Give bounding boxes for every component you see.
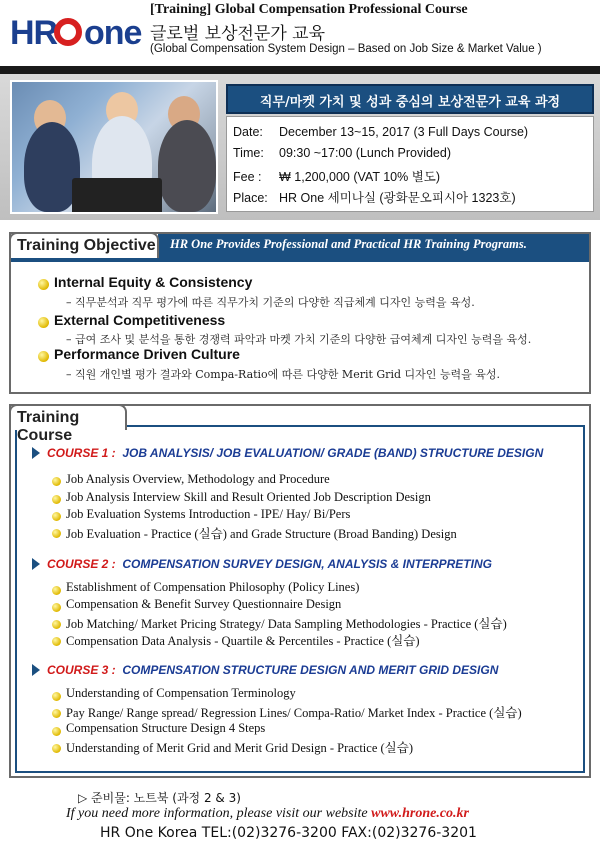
course-heading: COURSE 2 : COMPENSATION SURVEY DESIGN, ANALYSIS & INTERPRETING (47, 557, 492, 571)
course-item: Job Evaluation - Practice (실습) and Grade Structure (Broad Banding) Design (66, 527, 457, 541)
bullet-icon (38, 279, 49, 290)
bullet-icon (52, 620, 61, 629)
course-item: Compensation Structure Design 4 Steps (66, 721, 266, 735)
course-item: Job Evaluation Systems Introduction - IPE/ Hay/ Bi/Pers (66, 507, 351, 521)
hero-banner (226, 84, 594, 114)
course-item: Establishment of Compensation Philosophy (Policy Lines) (66, 580, 360, 594)
objective-item-desc: – 급여 조사 및 분석을 통한 경쟁력 파악과 마켓 가치 기준의 다양한 급여체계 디자인 능력을 육성. (66, 333, 532, 346)
course-item: Understanding of Merit Grid and Merit Grid Design - Practice (실습) (66, 741, 413, 755)
objective-item-title: External Competitiveness (54, 312, 226, 328)
course-item: Job Analysis Interview Skill and Result Oriented Job Description Design (66, 490, 431, 504)
contact-line: HR One Korea TEL:(02)3276-3200 FAX:(02)3276-3201 (100, 825, 477, 841)
course-heading: COURSE 1 : JOB ANALYSIS/ JOB EVALUATION/ GRADE (BAND) STRUCTURE DESIGN (47, 446, 544, 460)
info-time: Time: 09:30 ~17:00 (Lunch Provided) (233, 146, 451, 160)
bullet-icon (52, 709, 61, 718)
course-item: Compensation Data Analysis - Quartile & Percentiles - Practice (실습) (66, 634, 420, 648)
bullet-icon (52, 744, 61, 753)
bullet-icon (52, 692, 61, 701)
logo-text-hr: HR (10, 14, 58, 52)
bullet-icon (38, 351, 49, 362)
course-item: Job Matching/ Market Pricing Strategy/ Data Sampling Methodologies - Practice (실습) (66, 617, 507, 631)
bullet-icon (52, 477, 61, 486)
bullet-icon (52, 603, 61, 612)
course-item: Pay Range/ Range spread/ Regression Lines/ Compa-Ratio/ Market Index - Practice (실습) (66, 706, 522, 720)
arrow-right-icon (32, 664, 40, 676)
bullet-icon (52, 495, 61, 504)
course-korean-title: 글로벌 보상전문가 교육 (150, 24, 326, 44)
event-info-box (226, 116, 594, 212)
course-item: Job Analysis Overview, Methodology and Procedure (66, 472, 330, 486)
bullet-icon (52, 529, 61, 538)
objective-item-desc: – 직원 개인별 평가 결과와 Compa-Ratio에 따른 다양한 Merit Grid 디자인 능력을 육성. (66, 368, 500, 381)
hrone-logo (10, 10, 142, 56)
business-team-photo (10, 80, 218, 214)
course-tab-label: Training Course (17, 409, 80, 444)
header-divider (0, 66, 600, 74)
objective-tab-label: Training Objective (17, 237, 156, 254)
course-category-title: [Training] Global Compensation Professional Course (150, 2, 468, 17)
info-fee: Fee : ₩ 1,200,000 (VAT 10% 별도) (233, 170, 441, 184)
more-info-line: If you need more information, please visit our website www.hrone.co.kr (66, 806, 469, 821)
course-tab (9, 404, 127, 444)
objective-item-desc: – 직무분석과 직무 평가에 따른 직무가치 기준의 다양한 직급체계 디자인 능력을 육성. (66, 296, 475, 309)
bullet-icon (52, 637, 61, 646)
bullet-icon (52, 586, 61, 595)
objective-tab (9, 232, 159, 258)
course-subtitle: (Global Compensation System Design – Based on Job Size & Market Value ) (150, 43, 542, 55)
logo-ring-icon (54, 18, 82, 46)
page-header (0, 0, 600, 66)
laptop-icon (72, 178, 162, 214)
website-link[interactable]: www.hrone.co.kr (371, 806, 469, 821)
logo-text-one: one (84, 14, 142, 52)
course-item: Compensation & Benefit Survey Questionnaire Design (66, 597, 342, 611)
arrow-right-icon (32, 447, 40, 459)
preparation-note: ▷ 준비물: 노트북 (과정 2 & 3) (78, 791, 241, 805)
info-date: Date: December 13~15, 2017 (3 Full Days Course) (233, 125, 529, 139)
bullet-icon (52, 512, 61, 521)
bullet-icon (52, 727, 61, 736)
arrow-right-icon (32, 558, 40, 570)
objective-strip (158, 234, 589, 256)
info-place: Place: HR One 세미나실 (광화문오피시아 1323호) (233, 191, 516, 205)
course-item: Understanding of Compensation Terminology (66, 686, 296, 700)
objective-item-title: Performance Driven Culture (54, 346, 240, 362)
bullet-icon (38, 317, 49, 328)
objective-item-title: Internal Equity & Consistency (54, 274, 253, 290)
course-heading: COURSE 3 : COMPENSATION STRUCTURE DESIGN AND MERIT GRID DESIGN (47, 663, 499, 677)
hero-banner-text: 직무/마켓 가치 및 성과 중심의 보상전문가 교육 과정 (259, 95, 561, 110)
objective-strip-text: HR One Provides Professional and Practical HR Training Programs. (170, 237, 527, 251)
